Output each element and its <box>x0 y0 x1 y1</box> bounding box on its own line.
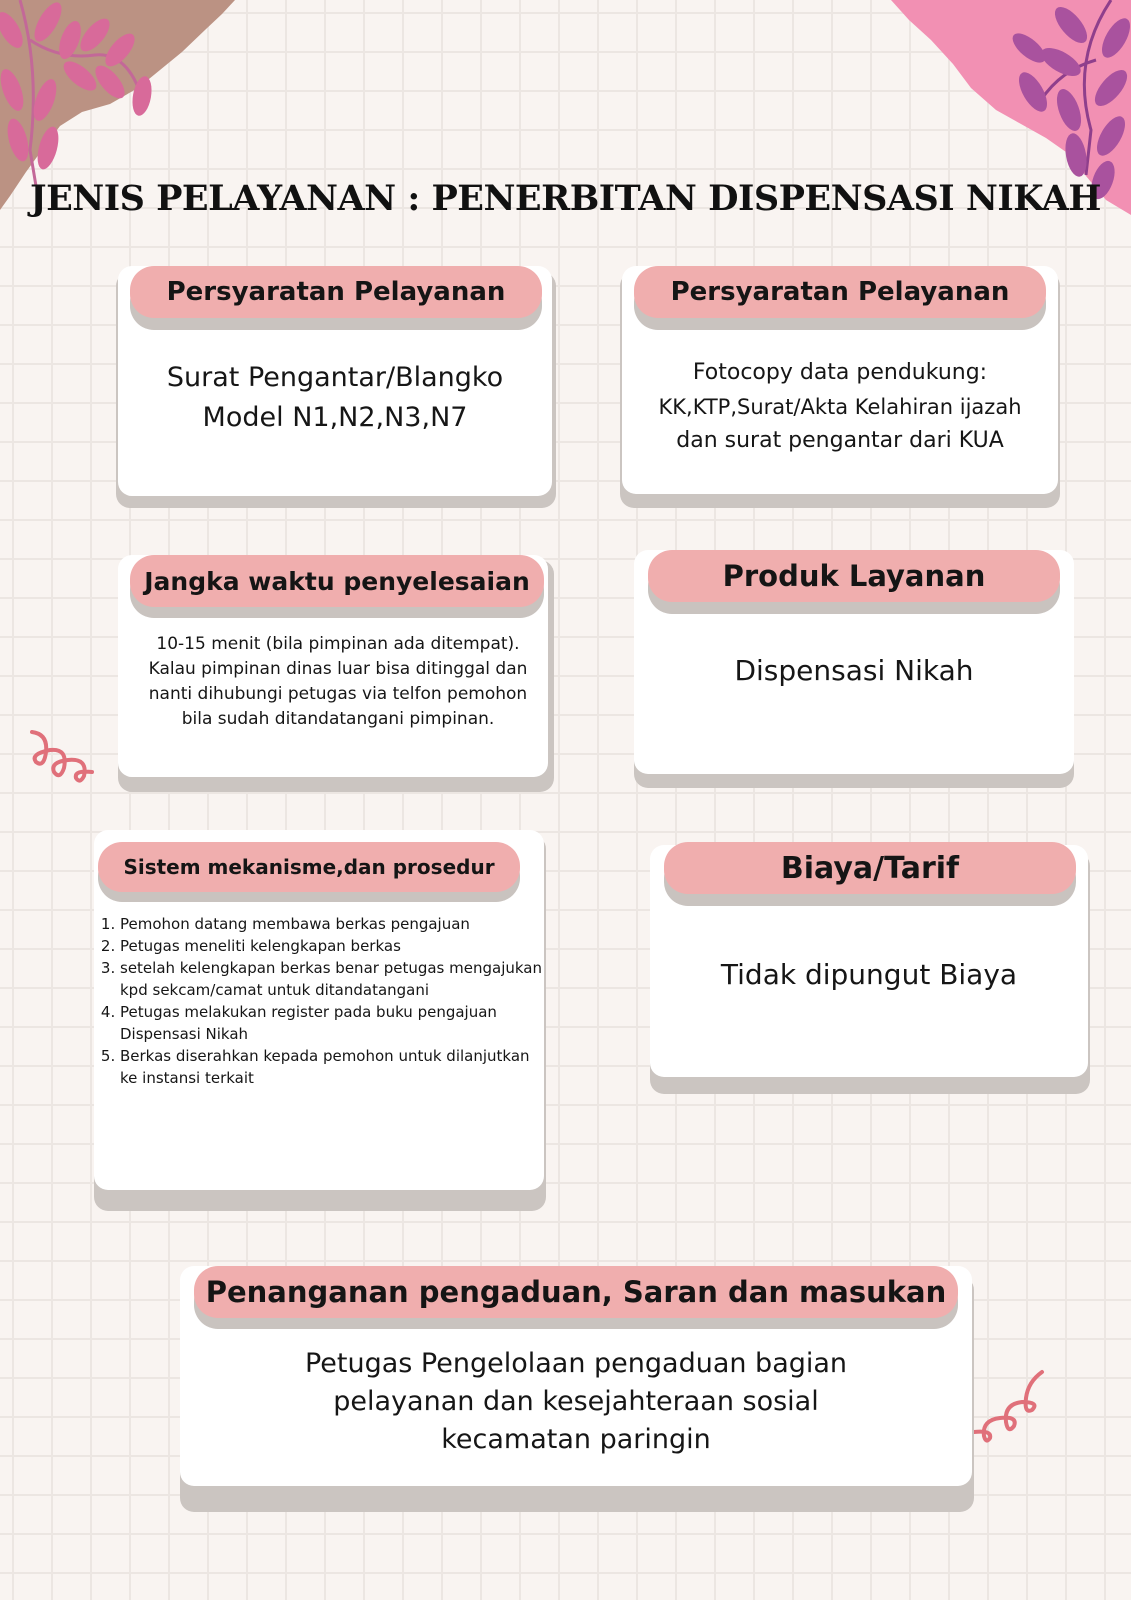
procedure-step: 1. Pemohon datang membawa berkas pengajuan <box>120 913 550 935</box>
time-frame-text-line2: Kalau pimpinan dinas luar bisa ditinggal dan <box>148 659 528 679</box>
time-frame-heading: Jangka waktu penyelesaian <box>130 555 544 607</box>
complaints-text-line2: pelayanan dan kesejahteraan sosial <box>333 1386 819 1417</box>
complaints-heading: Penanganan pengaduan, Saran dan masukan <box>194 1266 958 1318</box>
procedure-step: 4. Petugas melakukan register pada buku pengajuan Dispensasi Nikah <box>120 1001 550 1045</box>
procedure-step: 2. Petugas meneliti kelengkapan berkas <box>120 935 550 957</box>
time-frame-text-line4: bila sudah ditandatangani pimpinan. <box>181 709 495 729</box>
procedure-step: 5. Berkas diserahkan kepada pemohon untuk dilanjutkan ke instansi terkait <box>120 1045 550 1089</box>
time-frame-text-line3: nanti dihubungi petugas via telfon pemohon <box>148 684 528 704</box>
requirements-heading-right: Persyaratan Pelayanan <box>634 266 1046 318</box>
product-text: Dispensasi Nikah <box>734 654 974 687</box>
requirements-text-right-line3: dan surat pengantar dari KUA <box>676 428 1004 453</box>
cost-heading: Biaya/Tarif <box>664 842 1076 894</box>
procedure-step: 3. setelah kelengkapan berkas benar petugas mengajukan kpd sekcam/camat untuk ditandatangani <box>120 957 550 1001</box>
requirements-text-right-line1: Fotocopy data pendukung: <box>692 360 988 385</box>
complaints-text-line1: Petugas Pengelolaan pengaduan bagian <box>304 1348 848 1379</box>
requirements-text-right-line2: KK,KTP,Surat/Akta Kelahiran ijazah <box>658 395 1022 419</box>
requirements-heading-left: Persyaratan Pelayanan <box>130 266 542 318</box>
procedure-steps-list <box>96 913 550 1089</box>
requirements-text-left-line2: Model N1,N2,N3,N7 <box>202 402 468 433</box>
time-frame-text-line1: 10-15 menit (bila pimpinan ada ditempat). <box>156 634 520 654</box>
cost-text: Tidak dipungut Biaya <box>720 958 1018 991</box>
requirements-text-left-line1: Surat Pengantar/Blangko <box>166 362 504 393</box>
squiggle-icon <box>968 1368 1048 1448</box>
product-heading: Produk Layanan <box>648 550 1060 602</box>
complaints-text-line3: kecamatan paringin <box>441 1424 711 1455</box>
procedure-heading: Sistem mekanisme,dan prosedur <box>98 842 520 892</box>
squiggle-icon <box>28 728 98 788</box>
page-title: JENIS PELAYANAN : PENERBITAN DISPENSASI NIKAH <box>30 178 1101 219</box>
